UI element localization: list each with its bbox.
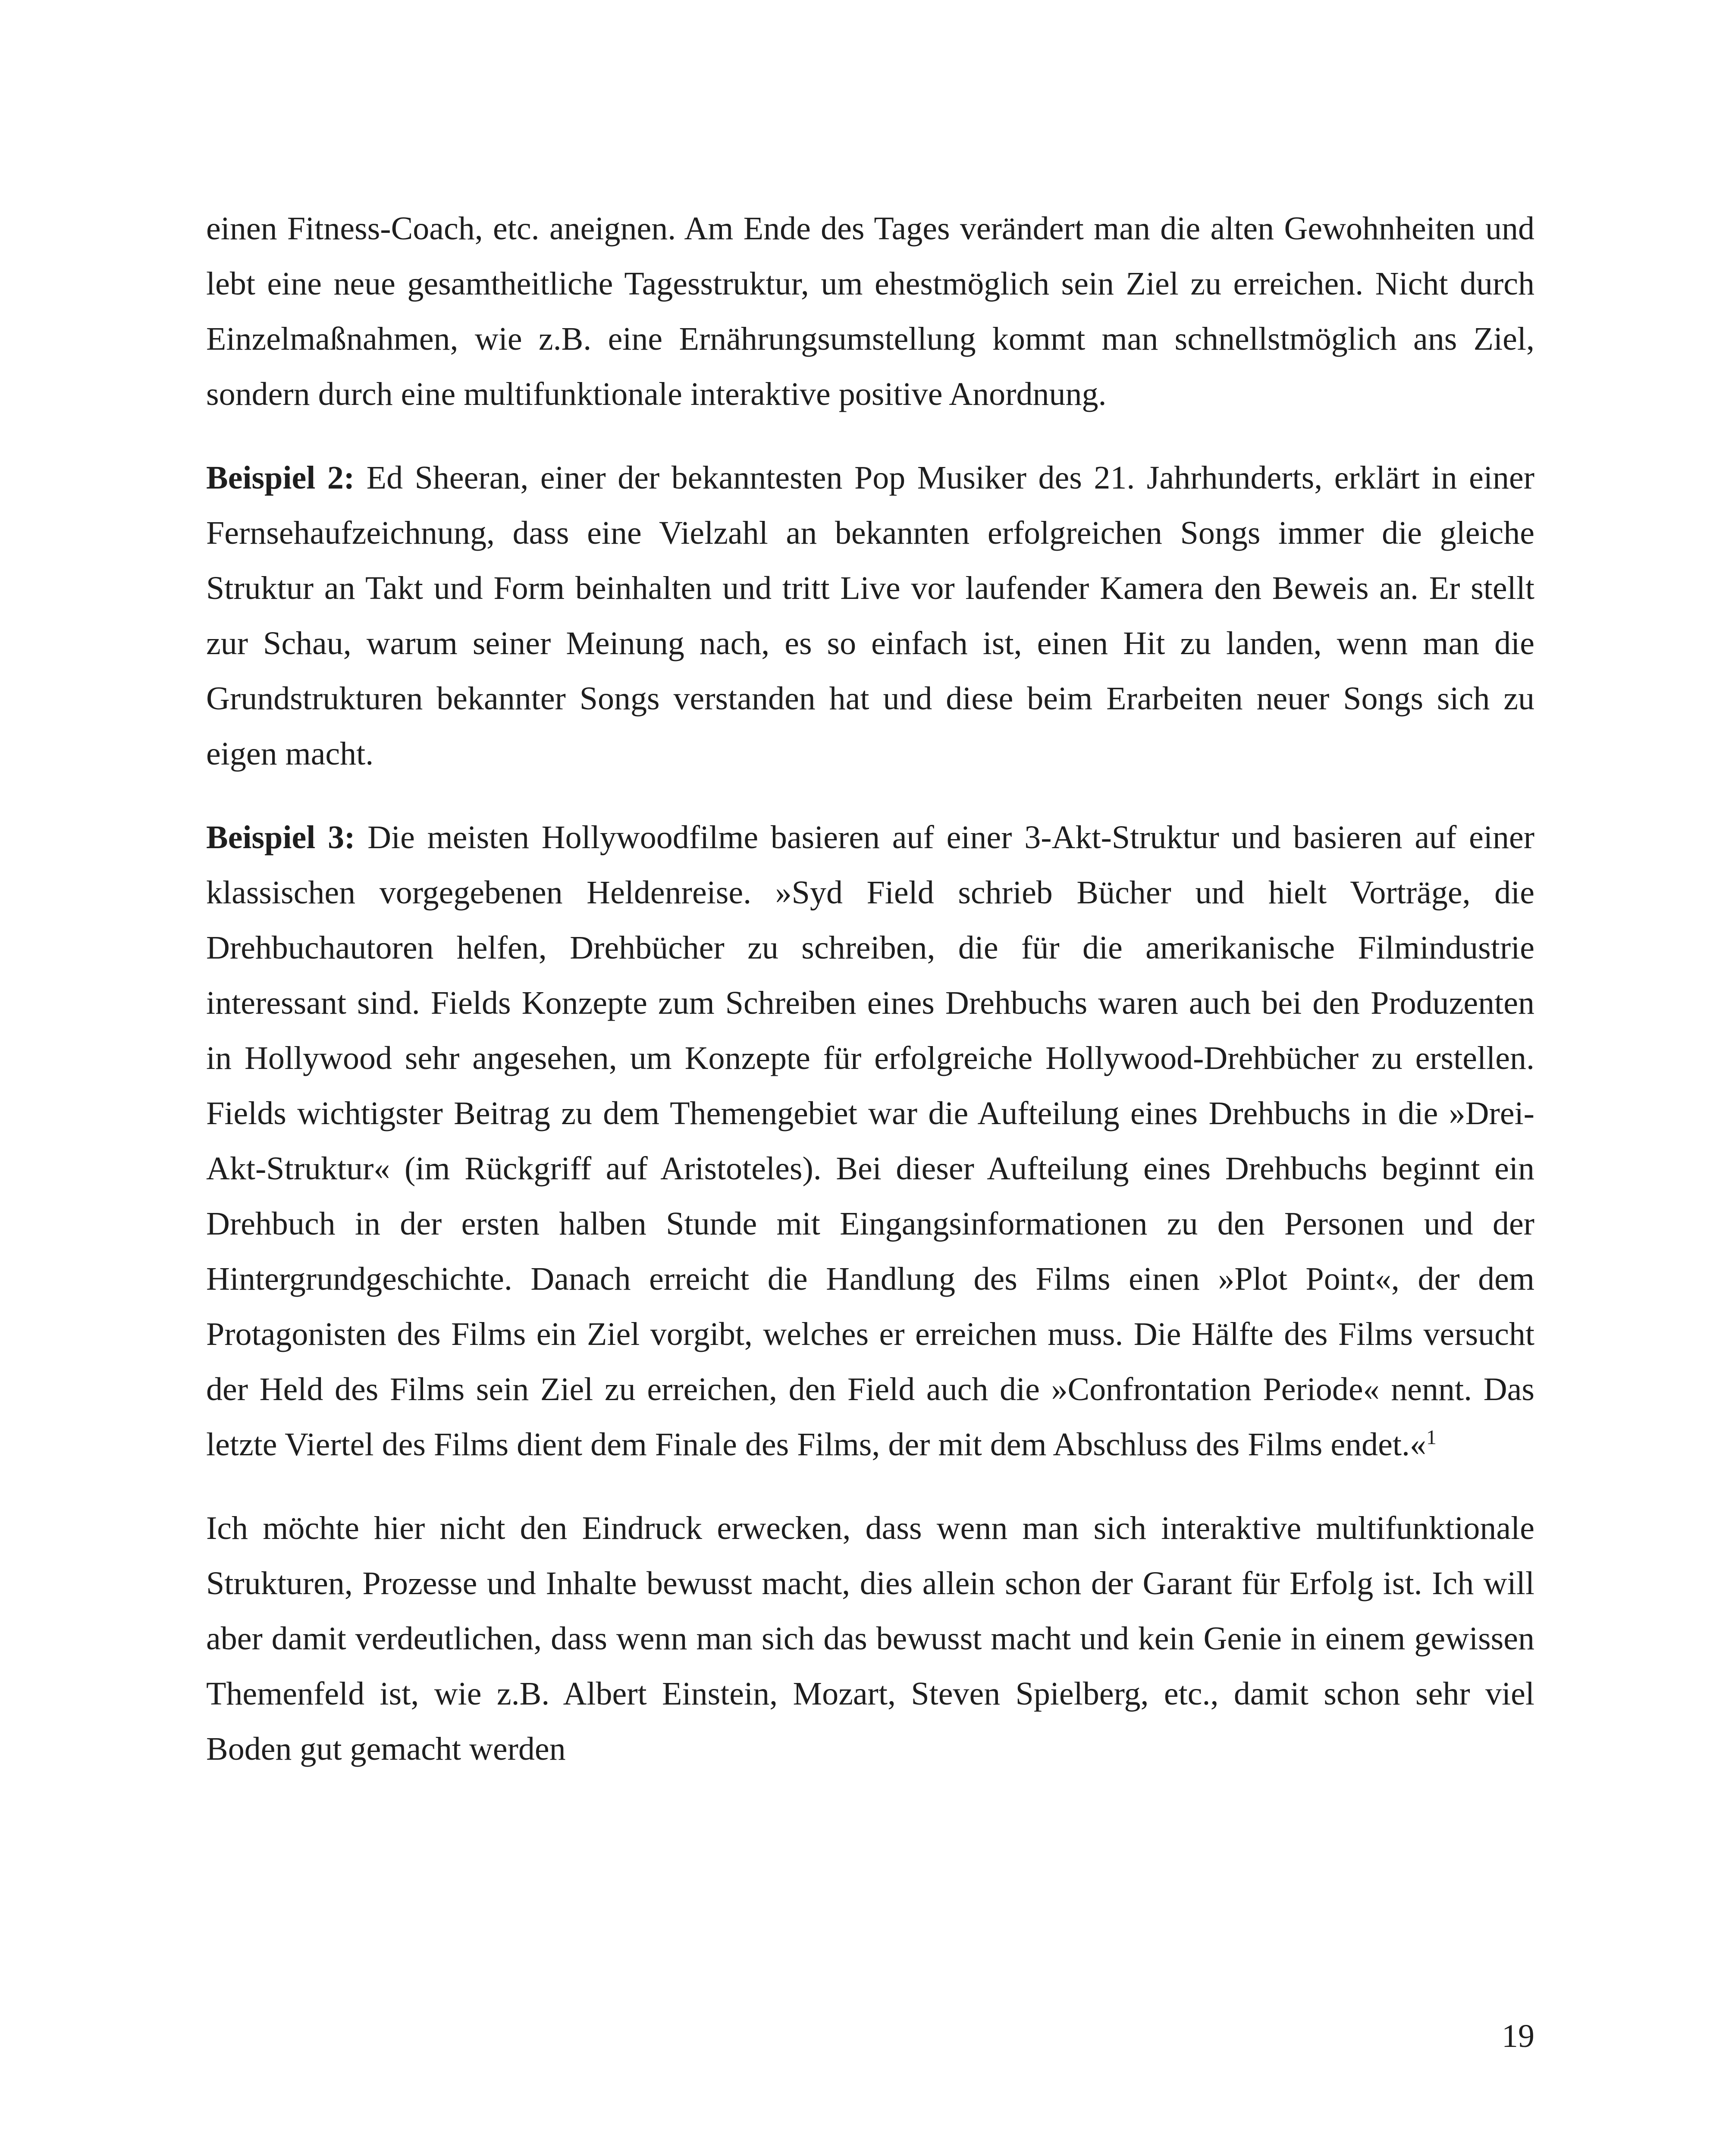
paragraph-text: einen Fitness-Coach, etc. aneignen. Am Ende des Tages verändert man die alten Gewohnheiten und lebt eine neue gesamtheitliche Tagesstruktur, um ehestmöglich sein Ziel zu erreichen. Nicht durch Einzelmaßnahmen, wie z.B. eine Ernährungsumstellung kommt man schnellstmöglich ans Ziel, sondern durch eine multifunktionale interaktive positive Anordnung. (206, 210, 1534, 412)
paragraph-beispiel-3 (206, 810, 1534, 1472)
paragraph-label: Beispiel 3: (206, 819, 355, 856)
paragraph-text: Die meisten Hollywoodfilme basieren auf einer 3-Akt-Struktur und basieren auf einer klassischen vorgegebenen Heldenreise. »Syd Field schrieb Bücher und hielt Vorträge, die Drehbuchautoren helfen, Drehbücher zu schreiben, die für die amerikanische Filmindustrie interessant sind. Fields Konzepte zum Schreiben eines Drehbuchs waren auch bei den Produzenten in Hollywood sehr angesehen, um Konzepte für erfolgreiche Hollywood-Drehbücher zu erstellen. Fields wichtigster Beitrag zu dem Themengebiet war die Aufteilung eines Drehbuchs in die »Drei-Akt-Struktur« (im Rückgriff auf Aristoteles). Bei dieser Aufteilung eines Drehbuchs beginnt ein Drehbuch in der ersten halben Stunde mit Eingangsinformationen zu den Personen und der Hintergrundgeschichte. Danach erreicht die Handlung des Films einen »Plot Point«, der dem Protagonisten des Films ein Ziel vorgibt, welches er erreichen muss. Die Hälfte des Films versucht der Held des Films sein Ziel zu erreichen, den Field auch die »Confrontation Periode« nennt. Das letzte Viertel des Films dient dem Finale des Films, der mit dem Abschluss des Films endet.« (206, 819, 1535, 1463)
body-text (206, 201, 1534, 1777)
page-number: 19 (1502, 2018, 1534, 2054)
footnote-marker[interactable]: 1 (1426, 1426, 1437, 1449)
paragraph-beispiel-2 (206, 450, 1534, 781)
paragraph-text: Ed Sheeran, einer der bekanntesten Pop Musiker des 21. Jahrhunderts, erklärt in einer Fernsehaufzeichnung, dass eine Vielzahl an bekannten erfolgreichen Songs immer die gleiche Struktur an Takt und Form beinhalten und tritt Live vor laufender Kamera den Beweis an. Er stellt zur Schau, warum seiner Meinung nach, es so einfach ist, einen Hit zu landen, wenn man die Grundstrukturen bekannter Songs verstanden hat und diese beim Erarbeiten neuer Songs sich zu eigen macht. (206, 460, 1534, 772)
paragraph-fitness-coach (206, 201, 1534, 422)
paragraph-conclusion (206, 1501, 1534, 1777)
paragraph-label: Beispiel 2: (206, 460, 355, 496)
paragraph-text: Ich möchte hier nicht den Eindruck erwecken, dass wenn man sich interaktive multifunktionale Strukturen, Prozesse und Inhalte bewusst macht, dies allein schon der Garant für Erfolg ist. Ich will aber damit verdeutlichen, dass wenn man sich das bewusst macht und kein Genie in einem gewissen Themenfeld ist, wie z.B. Albert Einstein, Mozart, Steven Spielberg, etc., damit schon sehr viel Boden gut gemacht werden (206, 1510, 1534, 1767)
